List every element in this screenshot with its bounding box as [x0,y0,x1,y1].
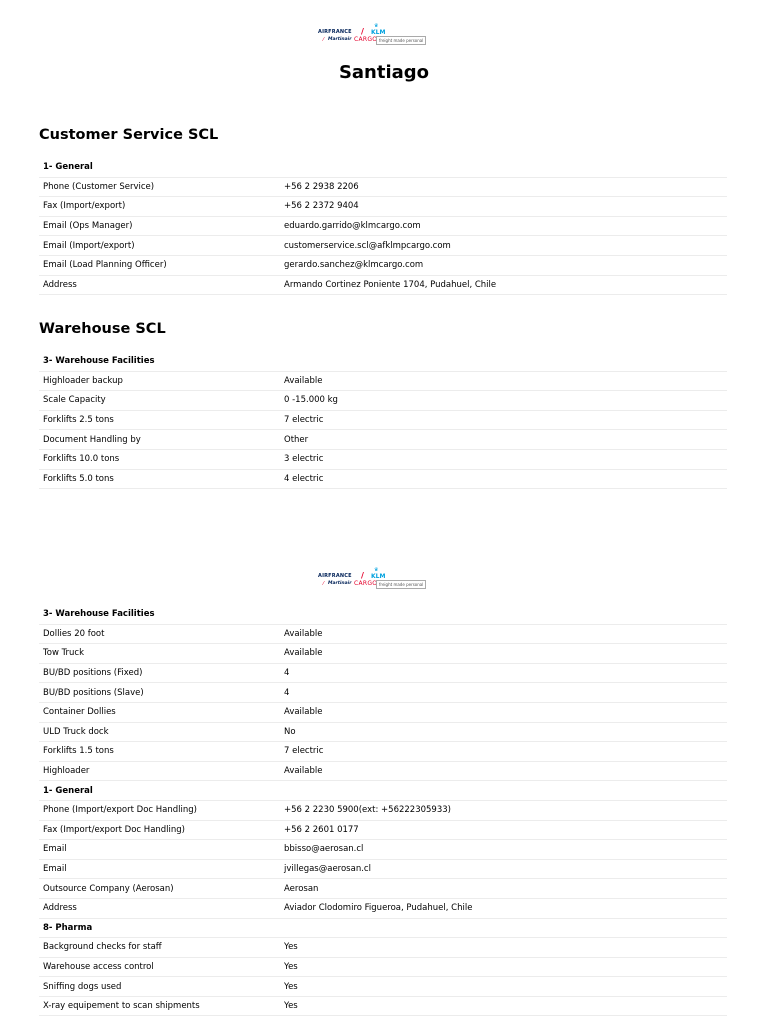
martinair-swoosh-icon: ⁄ [323,37,324,43]
field-label: Outsource Company (Aerosan) [39,879,280,899]
field-value: Available [280,624,727,644]
company-logo-page-2 [0,567,768,590]
section-title: 8- Pharma [39,918,280,938]
klm-crown-icon: ♛ [374,23,379,29]
field-value: 4 electric [280,469,727,489]
field-value: Yes [280,996,727,1016]
table-row [39,879,727,899]
field-label: Sniffing dogs used [39,977,280,997]
field-value: Other [280,430,727,450]
logo-slash-icon: / [361,27,364,36]
field-label: Email [39,840,280,860]
field-value: customerservice.scl@afklmpcargo.com [280,236,727,256]
table-row [39,977,727,997]
warehouse-heading: Warehouse SCL [39,321,166,337]
customer-service-table [39,158,727,295]
customer-service-heading: Customer Service SCL [39,127,219,143]
table-row [39,761,727,781]
field-value: 4 [280,663,727,683]
field-label: Forklifts 5.0 tons [39,469,280,489]
field-label: Email (Import/export) [39,236,280,256]
table-row [39,391,727,411]
company-logo [0,23,768,46]
field-value: +56 2 2601 0177 [280,820,727,840]
table-row [39,430,727,450]
field-label: Email [39,859,280,879]
page-title: Santiago [338,62,430,83]
field-label: Phone (Import/export Doc Handling) [39,800,280,820]
field-label: Address [39,898,280,918]
section-title: 3- Warehouse Facilities [39,605,280,624]
field-label: ULD Truck dock [39,722,280,742]
table-row [39,938,727,958]
field-value: No [280,722,727,742]
table-row [39,957,727,977]
field-label: Document Handling by [39,430,280,450]
field-value: +56 2 2938 2206 [280,177,727,197]
field-label: BU/BD positions (Fixed) [39,663,280,683]
field-label: Email (Ops Manager) [39,216,280,236]
logo-cargo-text: CARGO [354,580,378,587]
table-row [39,255,727,275]
field-label: Fax (Import/export Doc Handling) [39,820,280,840]
field-value: 7 electric [280,410,727,430]
logo-cargo-text: CARGO [354,36,378,43]
field-value: +56 2 2230 5900(ext: +56222305933) [280,800,727,820]
field-value: Available [280,761,727,781]
field-value: Aerosan [280,879,727,899]
logo-klm-text: KLM [371,29,386,36]
table-row [39,702,727,722]
field-value: jvillegas@aerosan.cl [280,859,727,879]
field-value: Yes [280,957,727,977]
logo-airfrance-text: AIRFRANCE [318,573,352,579]
table-row [39,663,727,683]
field-label: Forklifts 2.5 tons [39,410,280,430]
table-row [39,236,727,256]
table-row [39,742,727,762]
field-label: Warehouse access control [39,957,280,977]
field-value [280,781,727,801]
field-label: Fax (Import/export) [39,197,280,217]
field-value: Armando Cortinez Poniente 1704, Pudahuel, Chile [280,275,727,295]
field-label: Email (Load Planning Officer) [39,255,280,275]
table-row [39,840,727,860]
klm-crown-icon: ♛ [374,567,379,573]
field-value: 3 electric [280,449,727,469]
table-row [39,410,727,430]
table-section-header [39,352,727,371]
table-row [39,624,727,644]
field-value: Available [280,644,727,664]
field-value: 7 electric [280,742,727,762]
logo-klm-text: KLM [371,573,386,580]
logo-martinair-text: Martinair [328,37,352,42]
field-label: Background checks for staff [39,938,280,958]
table-section-header [39,158,727,177]
field-value: eduardo.garrido@klmcargo.com [280,216,727,236]
logo-airfrance-text: AIRFRANCE [318,29,352,35]
table-row [39,197,727,217]
table-row [39,800,727,820]
table-row [39,275,727,295]
table-row [39,449,727,469]
table-row [39,371,727,391]
field-label: X-ray equipement to scan shipments [39,996,280,1016]
field-value: Yes [280,977,727,997]
section-title: 1- General [39,158,280,177]
field-value [280,158,727,177]
martinair-swoosh-icon: ⁄ [323,581,324,587]
field-label: Tow Truck [39,644,280,664]
field-value: 4 [280,683,727,703]
field-label: Highloader [39,761,280,781]
page-2-table [39,605,727,1016]
table-section-header [39,605,727,624]
field-value: gerardo.sanchez@klmcargo.com [280,255,727,275]
table-row [39,996,727,1016]
field-value: Available [280,702,727,722]
logo-tagline: freight made personal [376,36,426,45]
field-label: Phone (Customer Service) [39,177,280,197]
logo-martinair-text: Martinair [328,581,352,586]
field-label: Forklifts 1.5 tons [39,742,280,762]
field-label: BU/BD positions (Slave) [39,683,280,703]
field-value: Aviador Clodomiro Figueroa, Pudahuel, Chile [280,898,727,918]
logo-slash-icon: / [361,571,364,580]
table-row [39,722,727,742]
table-row [39,859,727,879]
field-label: Dollies 20 foot [39,624,280,644]
table-row [39,469,727,489]
field-value [280,352,727,371]
section-title: 3- Warehouse Facilities [39,352,280,371]
logo-tagline: freight made personal [376,580,426,589]
field-value [280,918,727,938]
field-label: Highloader backup [39,371,280,391]
warehouse-table [39,352,727,489]
table-section-header [39,918,727,938]
field-value [280,605,727,624]
field-value: Available [280,371,727,391]
table-row [39,216,727,236]
field-value: Yes [280,938,727,958]
section-title: 1- General [39,781,280,801]
field-value: 0 -15.000 kg [280,391,727,411]
field-label: Address [39,275,280,295]
field-value: +56 2 2372 9404 [280,197,727,217]
table-section-header [39,781,727,801]
field-value: bbisso@aerosan.cl [280,840,727,860]
table-row [39,683,727,703]
field-label: Scale Capacity [39,391,280,411]
field-label: Container Dollies [39,702,280,722]
table-row [39,820,727,840]
field-label: Forklifts 10.0 tons [39,449,280,469]
table-row [39,177,727,197]
table-row [39,898,727,918]
table-row [39,644,727,664]
